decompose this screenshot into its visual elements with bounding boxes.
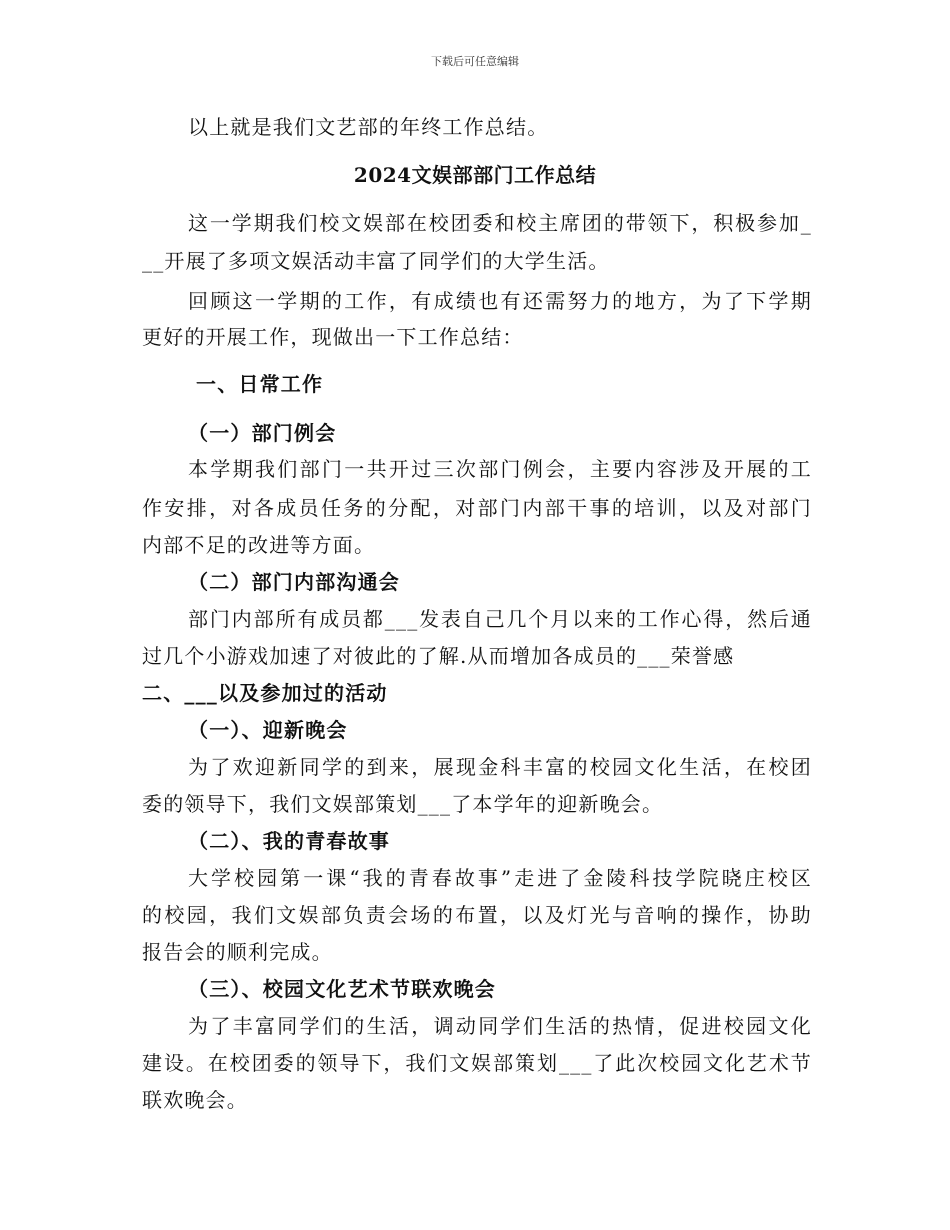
subsection-heading: （三）、校园文化艺术节联欢晚会 bbox=[188, 977, 496, 1001]
paragraph-line: __开展了多项文娱活动丰富了同学们的大学生活。 bbox=[142, 249, 610, 273]
paragraph-line: 过几个小游戏加速了对彼此的了解.从而增加各成员的___荣誉感 bbox=[142, 644, 735, 668]
document-title: 2024文娱部部门工作总结 bbox=[353, 163, 597, 187]
paragraph-line: 回顾这一学期的工作，有成绩也有还需努力的地方，为了下学期 bbox=[188, 289, 812, 313]
subsection-heading: （一）部门例会 bbox=[188, 421, 337, 445]
paragraph-line: 大学校园第一课“我的青春故事”走进了金陵科技学院晓庄校区 bbox=[188, 866, 812, 890]
paragraph-line: 的校园，我们文娱部负责会场的布置，以及灯光与音响的操作，协助 bbox=[142, 903, 812, 927]
paragraph-line: 本学期我们部门一共开过三次部门例会，主要内容涉及开展的工 bbox=[188, 457, 812, 481]
paragraph-line: 部门内部所有成员都___发表自己几个月以来的工作心得，然后通 bbox=[188, 607, 812, 631]
section-heading: 二、___以及参加过的活动 bbox=[142, 681, 388, 705]
subsection-heading: （二）部门内部沟通会 bbox=[188, 570, 400, 594]
paragraph-line: 建设。在校团委的领导下，我们文娱部策划___了此次校园文化艺术节 bbox=[142, 1051, 812, 1075]
paragraph-line: 联欢晚会。 bbox=[142, 1088, 248, 1112]
paragraph-line: 为了欢迎新同学的到来，展现金科丰富的校园文化生活，在校团 bbox=[188, 755, 812, 779]
subsection-heading: （二）、我的青春故事 bbox=[188, 829, 390, 853]
paragraph-line: 报告会的顺利完成。 bbox=[142, 940, 333, 964]
paragraph-line: 内部不足的改进等方面。 bbox=[142, 533, 376, 557]
paragraph-line: 更好的开展工作，现做出一下工作总结： bbox=[142, 325, 524, 349]
paragraph-line: 委的领导下，我们文娱部策划___了本学年的迎新晚会。 bbox=[142, 792, 664, 816]
closing-sentence: 以上就是我们文艺部的年终工作总结。 bbox=[188, 115, 549, 139]
paragraph-line: 作安排，对各成员任务的分配，对部门内部干事的培训，以及对部门 bbox=[142, 496, 812, 520]
section-heading: 一、日常工作 bbox=[196, 372, 324, 396]
header-note: 下载后可任意编辑 bbox=[431, 55, 519, 68]
subsection-heading: （一）、迎新晚会 bbox=[188, 718, 348, 742]
paragraph-line: 为了丰富同学们的生活，调动同学们生活的热情，促进校园文化 bbox=[188, 1014, 812, 1038]
paragraph-line: 这一学期我们校文娱部在校团委和校主席团的带领下，积极参加_ bbox=[188, 211, 812, 235]
